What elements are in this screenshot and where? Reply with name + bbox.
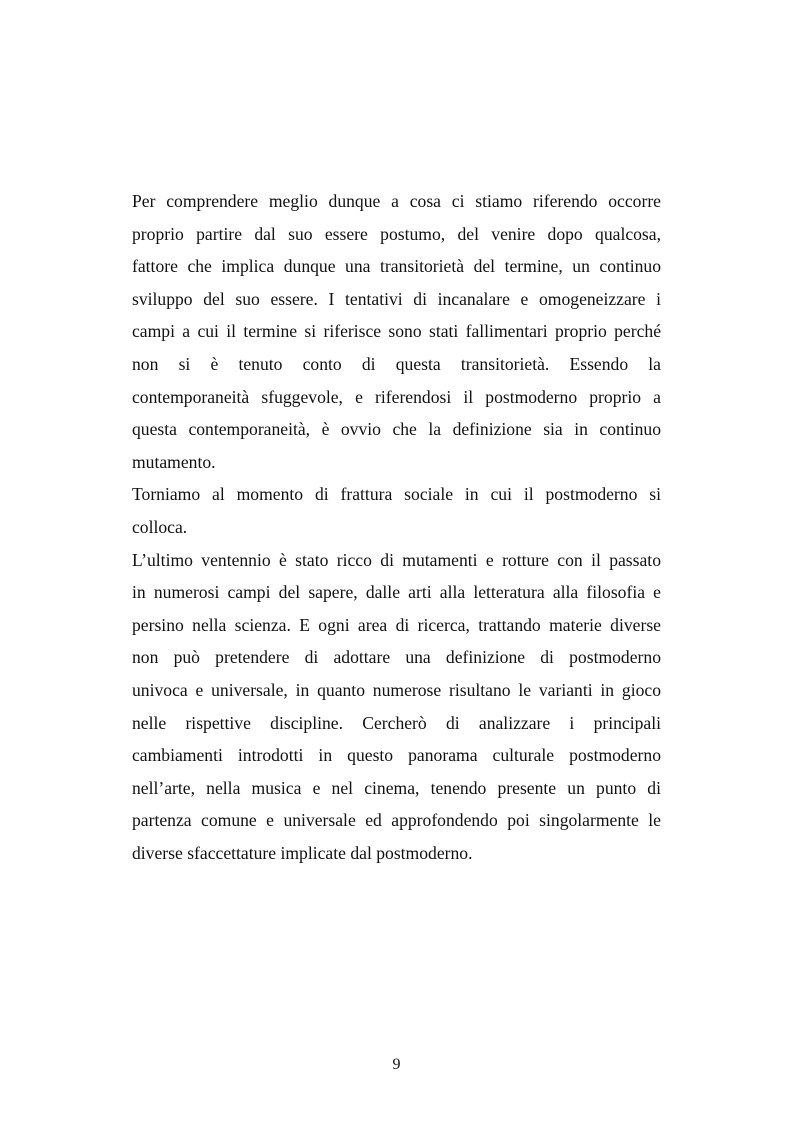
text-line: Per comprendere meglio dunque a cosa ci stiamo riferendo occorre: [132, 191, 661, 211]
text-line: diverse sfaccettature implicate dal postmoderno.: [132, 842, 473, 863]
text-line: fattore che implica dunque una transitorietà del termine, un continuo: [132, 256, 661, 277]
text-line: sviluppo del suo essere. I tentativi di incanalare e omogeneizzare i: [132, 288, 661, 309]
paragraph-2: [132, 478, 661, 543]
paragraph-1: [132, 185, 661, 478]
text-line: nelle rispettive discipline. Cercherò di analizzare i principali: [132, 712, 661, 733]
text-line: persino nella scienza. E ogni area di ricerca, trattando materie diverse: [132, 614, 661, 635]
page-number: 9: [392, 1056, 401, 1073]
text-line: mutamento.: [132, 451, 216, 472]
text-line: colloca.: [132, 516, 188, 537]
text-line: nell’arte, nella musica e nel cinema, tenendo presente un punto di: [132, 777, 661, 798]
text-line: L’ultimo ventennio è stato ricco di mutamenti e rotture con il passato: [132, 549, 661, 570]
body-text: [132, 185, 661, 869]
text-line: questa contemporaneità, è ovvio che la definizione sia in continuo: [132, 419, 661, 440]
text-line: cambiamenti introdotti in questo panorama culturale postmoderno: [132, 745, 661, 766]
text-line: Torniamo al momento di frattura sociale in cui il postmoderno si: [132, 484, 661, 505]
text-line: non si è tenuto conto di questa transitorietà. Essendo la: [132, 353, 661, 374]
text-line: univoca e universale, in quanto numerose risultano le varianti in gioco: [132, 679, 661, 700]
text-line: partenza comune e universale ed approfondendo poi singolarmente le: [132, 810, 661, 831]
text-line: campi a cui il termine si riferisce sono stati fallimentari proprio perché: [132, 321, 661, 342]
paragraph-3: [132, 544, 661, 870]
text-line: in numerosi campi del sapere, dalle arti alla letteratura alla filosofia e: [132, 582, 661, 603]
text-line: contemporaneità sfuggevole, e riferendosi il postmoderno proprio a: [132, 386, 661, 407]
text-line: proprio partire dal suo essere postumo, del venire dopo qualcosa,: [132, 223, 661, 244]
text-line: non può pretendere di adottare una definizione di postmoderno: [132, 647, 661, 668]
